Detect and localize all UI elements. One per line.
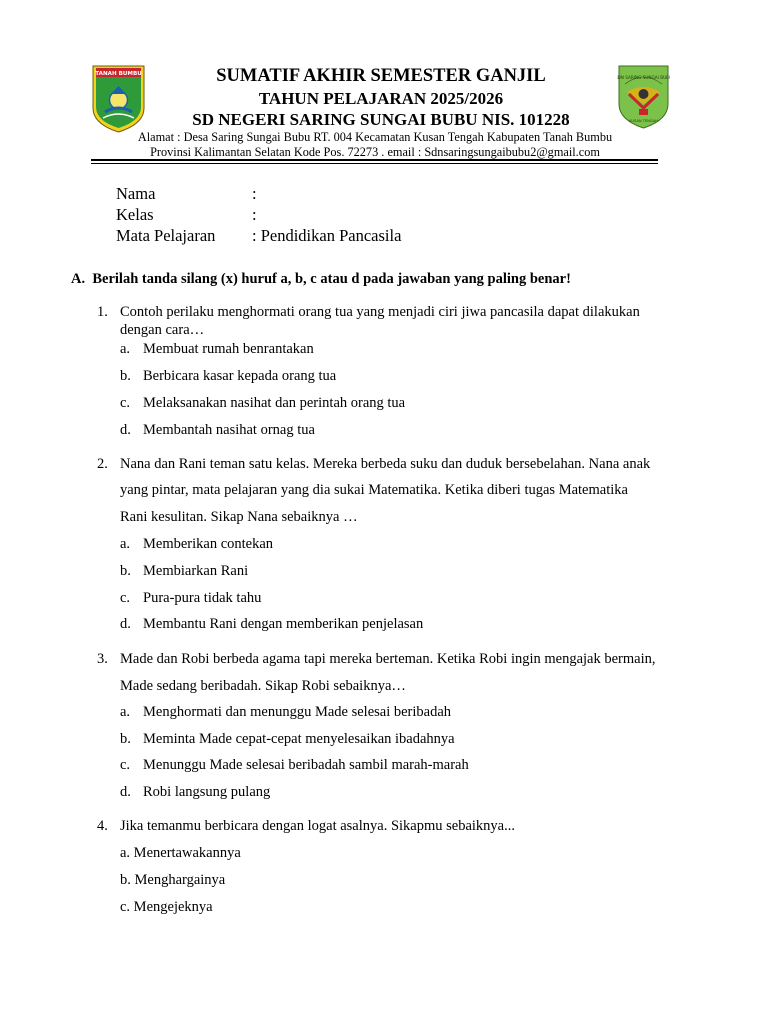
question-number: 3. xyxy=(97,651,108,667)
header-divider-thin xyxy=(91,163,658,164)
option-text: Menunggu Made selesai beribadah sambil marah-marah xyxy=(143,757,469,773)
section-instruction-text: Berilah tanda silang (x) huruf a, b, c atau d pada jawaban yang paling benar! xyxy=(92,271,571,287)
option-text: Berbicara kasar kepada orang tua xyxy=(143,368,337,384)
school-logo xyxy=(617,64,670,130)
option-letter: b. xyxy=(120,368,131,384)
option-letter: b. xyxy=(120,563,131,579)
option-letter: b. xyxy=(120,731,131,747)
class-label: Kelas xyxy=(116,205,154,224)
option-text: Membantu Rani dengan memberikan penjelasan xyxy=(143,616,424,632)
question-number: 4. xyxy=(97,818,108,834)
svg-text:TANAH BUMBU: TANAH BUMBU xyxy=(95,71,142,77)
header-divider-thick xyxy=(91,159,658,161)
school-name: SD NEGERI SARING SUNGAI BUBU NIS. 101228 xyxy=(192,110,570,129)
option-letter: a. xyxy=(120,341,131,357)
question-number: 2. xyxy=(97,456,108,472)
option-text: Memberikan contekan xyxy=(143,536,274,552)
question-text: Rani kesulitan. Sikap Nana sebaiknya … xyxy=(120,509,358,525)
question-text: dengan cara… xyxy=(120,322,205,338)
option-text: Pura-pura tidak tahu xyxy=(143,590,262,606)
option-text: Membantah nasihat ornag tua xyxy=(143,422,315,438)
question-text: yang pintar, mata pelajaran yang dia sukai Matematika. Ketika diberi tugas Matematika xyxy=(120,482,628,498)
option-text: Melaksanakan nasihat dan perintah orang tua xyxy=(143,395,406,411)
option-text: a. Menertawakannya xyxy=(120,845,241,861)
option-text: Membiarkan Rani xyxy=(143,563,249,579)
name-field: : xyxy=(252,184,257,203)
option-letter: d. xyxy=(120,616,131,632)
academic-year: TAHUN PELAJARAN 2025/2026 xyxy=(258,89,504,108)
section-letter: A. xyxy=(71,271,86,287)
question-text: Made sedang beribadah. Sikap Robi sebaiknya… xyxy=(120,678,406,694)
svg-text:SDN SARING SUNGAI BUBU: SDN SARING SUNGAI BUBU xyxy=(617,75,670,80)
option-letter: a. xyxy=(120,536,131,552)
question-text: Made dan Robi berbeda agama tapi mereka berteman. Ketika Robi ingin mengajak bermain, xyxy=(120,651,656,667)
subject-field: : Pendidikan Pancasila xyxy=(252,226,402,245)
question-text: Contoh perilaku menghormati orang tua yang menjadi ciri jiwa pancasila dapat dilakukan xyxy=(120,304,640,320)
option-letter: c. xyxy=(120,395,131,411)
option-letter: d. xyxy=(120,784,131,800)
option-letter: d. xyxy=(120,422,131,438)
option-text: b. Menghargainya xyxy=(120,872,226,888)
option-letter: c. xyxy=(120,757,131,773)
exam-title: SUMATIF AKHIR SEMESTER GANJIL xyxy=(216,66,546,86)
class-field: : xyxy=(252,205,257,224)
tanah-bumbu-logo xyxy=(91,64,146,134)
question-number: 1. xyxy=(97,304,108,320)
question-text: Nana dan Rani teman satu kelas. Mereka berbeda suku dan duduk bersebelahan. Nana anak xyxy=(120,456,651,472)
option-letter: c. xyxy=(120,590,131,606)
subject-label: Mata Pelajaran xyxy=(116,226,216,245)
option-letter: a. xyxy=(120,704,131,720)
option-text: Robi langsung pulang xyxy=(143,784,271,800)
option-text: Menghormati dan menunggu Made selesai beribadah xyxy=(143,704,452,720)
option-text: Meminta Made cepat-cepat menyelesaikan ibadahnya xyxy=(143,731,455,747)
school-contact: Provinsi Kalimantan Selatan Kode Pos. 72273 . email : Sdnsaringsungaibubu2@gmail.com xyxy=(150,145,600,159)
option-text: c. Mengejeknya xyxy=(120,899,213,915)
svg-text:KUSAN TENGAH: KUSAN TENGAH xyxy=(629,119,658,123)
name-label: Nama xyxy=(116,184,156,203)
school-address: Alamat : Desa Saring Sungai Bubu RT. 004 Kecamatan Kusan Tengah Kabupaten Tanah Bumbu xyxy=(137,130,613,144)
option-text: Membuat rumah benrantakan xyxy=(143,341,314,357)
question-text: Jika temanmu berbicara dengan logat asalnya. Sikapmu sebaiknya... xyxy=(120,818,515,834)
section-instruction xyxy=(71,271,571,288)
